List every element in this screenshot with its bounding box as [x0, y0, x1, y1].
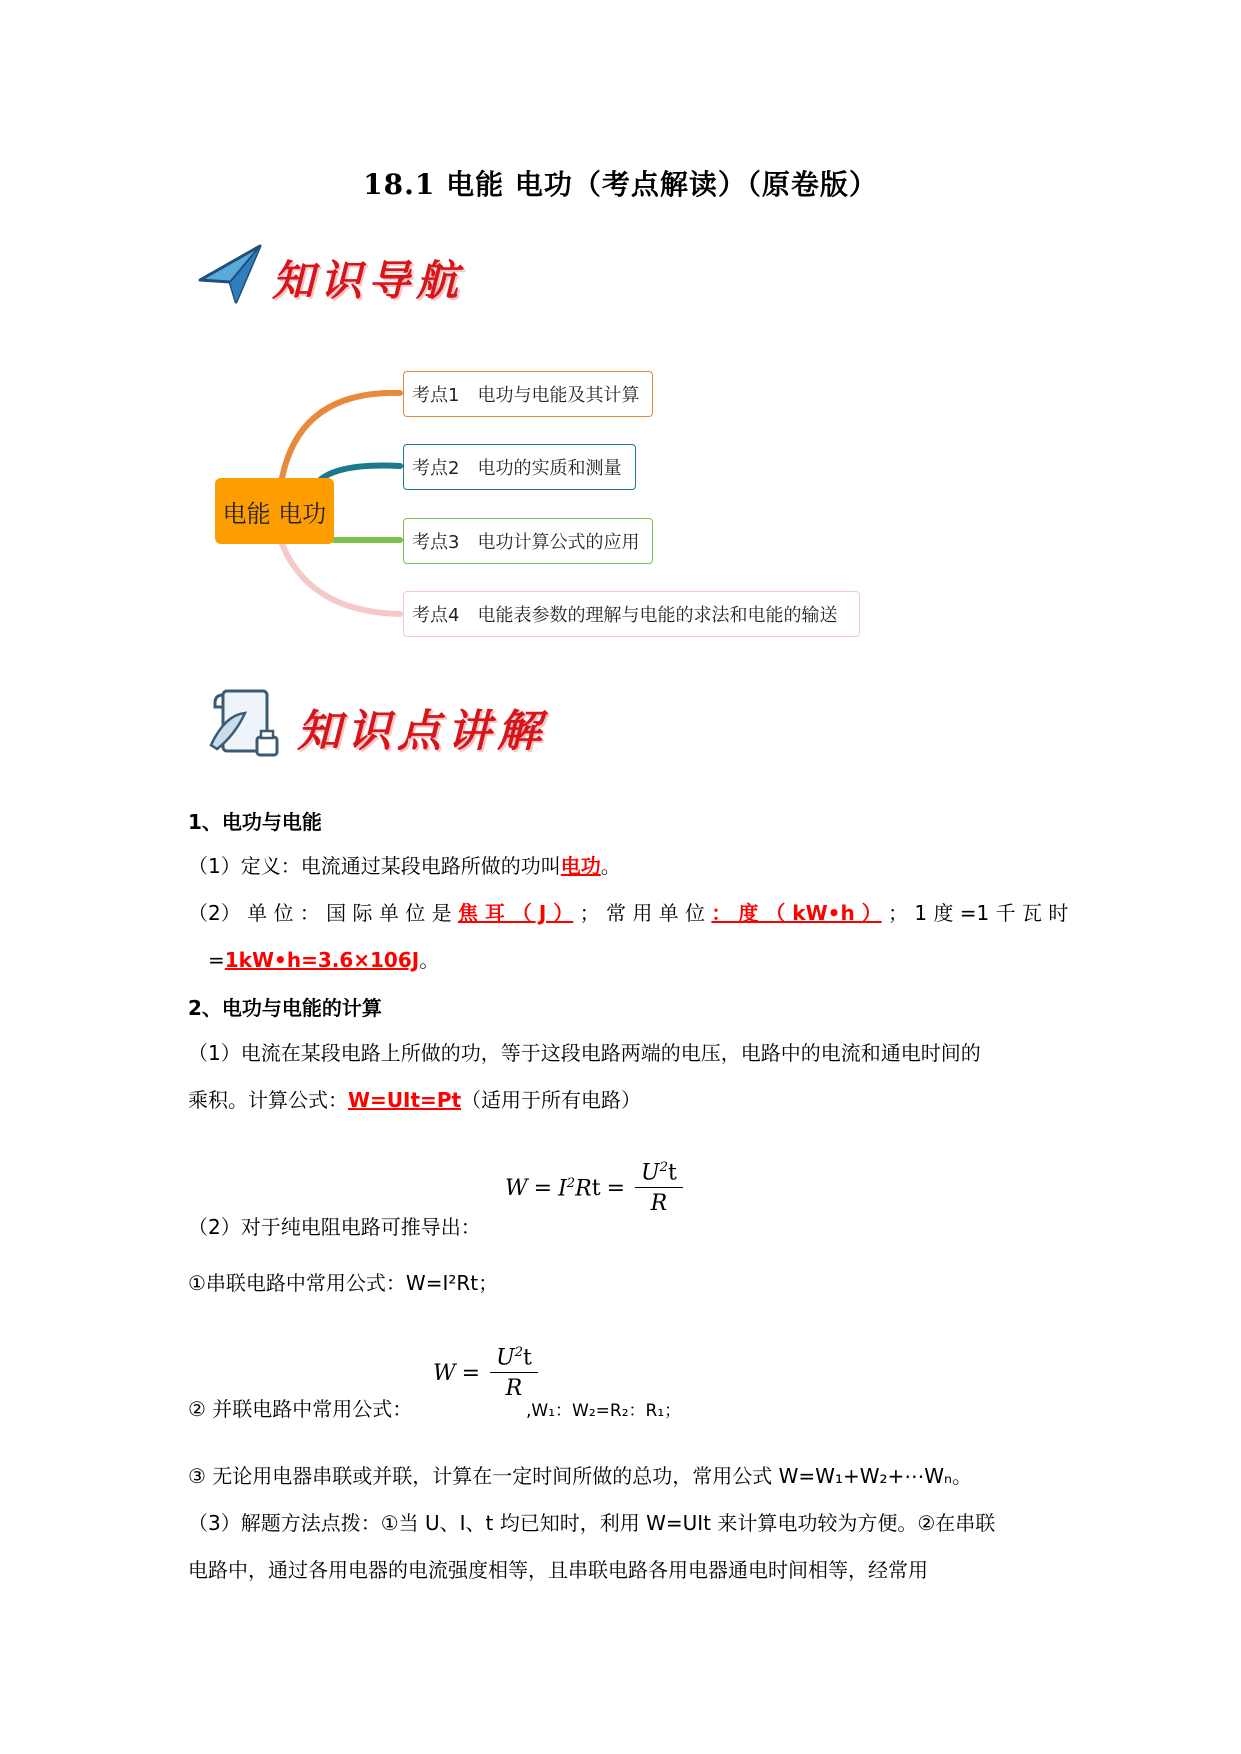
banner-knowledge-points-text: 知识点讲解 — [297, 706, 547, 757]
paper-plane-icon — [196, 240, 266, 310]
banner-knowledge-nav-text: 知识导航 — [272, 256, 465, 305]
s1-p3-pre: = — [208, 948, 225, 972]
s1-definition — [188, 851, 621, 881]
s2-p3: （2）对于纯电阻电路可推导出： — [188, 1215, 481, 1239]
s1-p2-red2: ： 度 （ kW•h ） — [711, 901, 882, 925]
mindmap-node-4 — [403, 591, 860, 637]
node-4-label: 电能表参数的理解与电能的求法和电能的输送 — [477, 605, 838, 626]
banner-knowledge-points — [205, 685, 565, 765]
connector-2 — [320, 466, 400, 480]
s1-p3-post: 。 — [419, 948, 440, 972]
s1-p1-pre: （1）定义：电流通过某段电路所做的功叫 — [188, 854, 561, 878]
s1-p2-a: （2） 单 位 ： 国 际 单 位 是 — [188, 901, 458, 925]
node-2-label: 电功的实质和测量 — [477, 458, 622, 479]
section-1-heading: 1、电功与电能 — [188, 810, 322, 834]
s2-p5-pre: ② 并联电路中常用公式： — [188, 1397, 413, 1421]
formula-parallel: W = $\frac{U^2t}{R}$ — [433, 1345, 542, 1401]
s1-units — [188, 898, 1068, 928]
s1-p2-b: ； 常 用 单 位 — [573, 901, 712, 925]
s2-p2-pre: 乘积。计算公式： — [188, 1088, 348, 1112]
scroll-quill-icon — [205, 685, 283, 763]
s1-p2-c: ； 1 度 =1 千 瓦 时 — [881, 901, 1069, 925]
s1-conversion — [208, 945, 439, 975]
s1-p1-red: 电功 — [560, 854, 601, 878]
node-2-num: 考点2 — [412, 458, 460, 479]
s2-p5 — [188, 1394, 412, 1424]
s2-p2-post: （适用于所有电路） — [461, 1088, 642, 1112]
node-1-num: 考点1 — [412, 385, 460, 406]
connector-4 — [282, 544, 400, 614]
s2-p2 — [188, 1085, 641, 1115]
formula-pure-resistive: W = $I^2R$ t = $\frac{U^2t}{R}$ — [505, 1160, 687, 1216]
s2-p4: ①串联电路中常用公式：W=I²Rt； — [188, 1271, 499, 1295]
banner-knowledge-nav — [196, 240, 496, 310]
mindmap-node-1 — [403, 371, 653, 417]
mindmap-center-node: 电能 电功 — [215, 478, 334, 544]
s2-p7: （3）解题方法点拨：①当 U、I、t 均已知时，利用 W=UIt 来计算电功较为方便。②在串联 — [188, 1511, 996, 1535]
s2-p6: ③ 无论用电器串联或并联，计算在一定时间所做的总功，常用公式 W=W₁+W₂+⋯Wₙ。 — [188, 1464, 973, 1488]
mindmap-node-3 — [403, 518, 653, 564]
node-3-label: 电功计算公式的应用 — [477, 532, 640, 553]
page-title: 18.1 电能 电功（考点解读）（原卷版） — [363, 168, 878, 201]
node-1-label: 电功与电能及其计算 — [477, 385, 640, 406]
section-2-heading: 2、电功与电能的计算 — [188, 996, 382, 1020]
node-4-num: 考点4 — [412, 605, 460, 626]
node-3-num: 考点3 — [412, 532, 460, 553]
s2-p8: 电路中，通过各用电器的电流强度相等，且串联电路各用电器通电时间相等，经常用 — [188, 1558, 928, 1582]
s1-p3-red: 1kW•h=3.6×106J — [224, 948, 420, 972]
s2-p1: （1）电流在某段电路上所做的功，等于这段电路两端的电压，电路中的电流和通电时间的 — [188, 1041, 981, 1065]
s1-p2-red1: 焦 耳 （ J ） — [457, 901, 574, 925]
s2-p5-post: ,W₁：W₂=R₂：R₁； — [526, 1401, 682, 1421]
s1-p1-post: 。 — [600, 854, 621, 878]
s2-p2-red: W=UIt=Pt — [348, 1088, 462, 1112]
mindmap-node-2 — [403, 444, 636, 490]
